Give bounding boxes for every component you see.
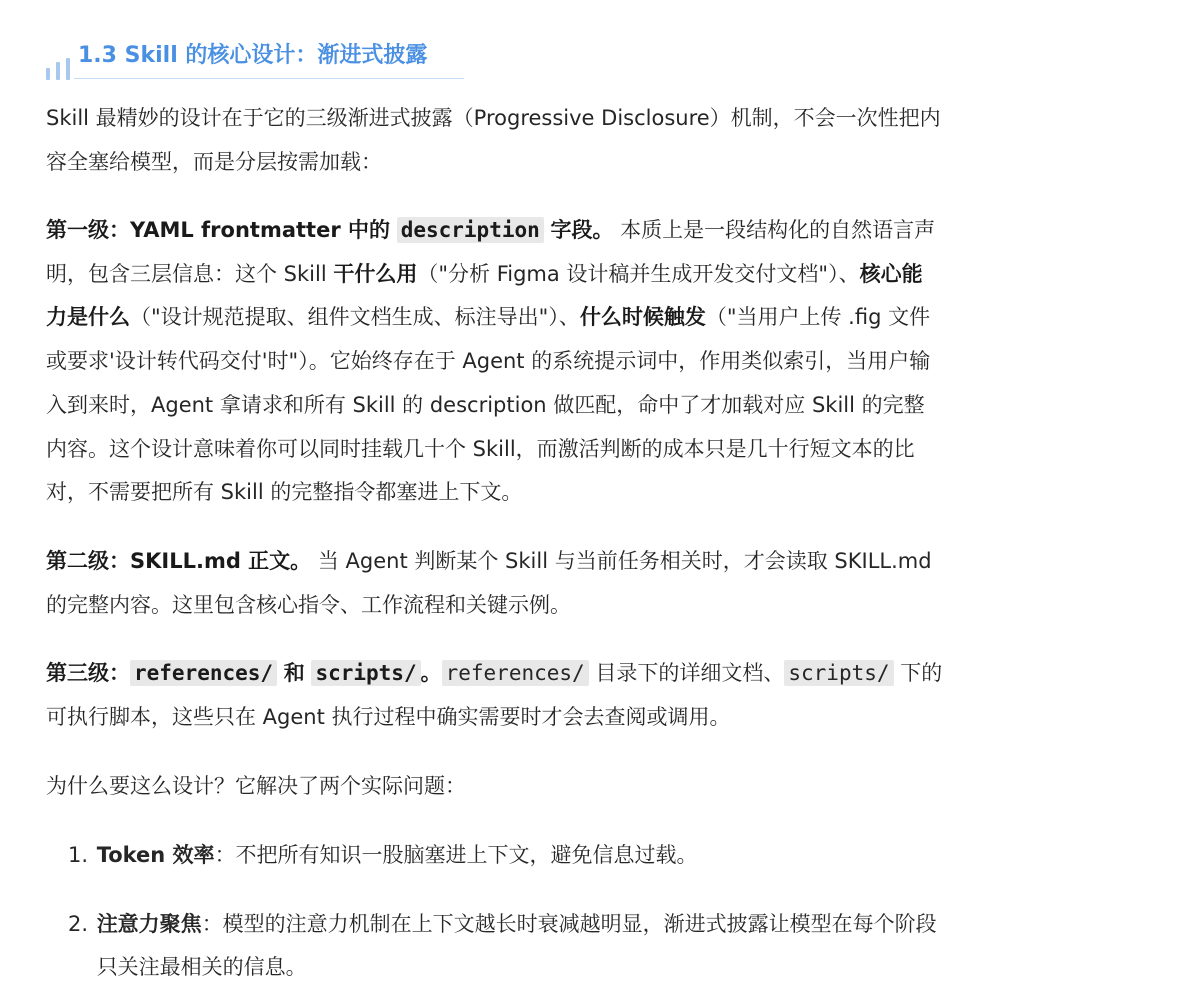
level1-text-2a: 明，包含三层信息：这个 Skill [46, 261, 327, 286]
level1-text-7: 对，不需要把所有 Skill 的完整指令都塞进上下文。 [46, 480, 523, 505]
level1-text-3d: （"当用户上传 .fig 文件 [705, 305, 931, 330]
list-item-text-cont: 只关注最相关的信息。 [96, 955, 307, 980]
references-code-bold: references/ [130, 660, 277, 686]
scripts-code: scripts/ [784, 660, 893, 686]
level1-text-5: 入到来时，Agent 拿请求和所有 Skill 的 description 做匹配，命中了才加载对应 Skill 的完整 [46, 392, 925, 417]
intro-paragraph [46, 97, 1106, 184]
level3-text-2: 下的 [900, 661, 943, 685]
level3-text-3: 可执行脚本，这些只在 Agent 执行过程中确实需要时才会去查阅或调用。 [46, 704, 731, 729]
level1-bold-trigger: 什么时候触发 [579, 305, 706, 330]
list-item-text: ：不把所有知识一股脑塞进上下文，避免信息过载。 [214, 843, 698, 867]
level3-lead: 第三级： [46, 661, 130, 685]
level1-text-6: 内容。这个设计意味着你可以同时挂载几十个 Skill，而激活判断的成本只是几十行短文本的比 [46, 436, 915, 461]
level3-text-1: 目录下的详细文档、 [595, 661, 785, 685]
intro-line-2: 容全塞给模型，而是分层按需加载： [46, 149, 382, 174]
why-paragraph [46, 765, 1106, 809]
level3-period: 。 [420, 661, 442, 685]
intro-line-1: Skill 最精妙的设计在于它的三级渐进式披露（Progressive Disclosure）机制，不会一次性把内 [46, 106, 941, 130]
list-item [46, 834, 1106, 878]
why-text: 为什么要这么设计？它解决了两个实际问题： [46, 774, 466, 798]
level2-paragraph [46, 540, 1106, 627]
level1-bold-capability-a: 核心能 [859, 261, 923, 286]
level1-text-3b: （"设计规范提取、组件文档生成、标注导出"）、 [130, 305, 580, 330]
section-heading-block [46, 36, 464, 80]
heading-decoration [46, 58, 76, 80]
level1-bold-capability-b: 力是什么 [46, 305, 130, 330]
level1-bold-what: 干什么用 [333, 261, 418, 286]
section-heading: 1.3 Skill 的核心设计：渐进式披露 [78, 43, 428, 68]
list-item-text: ：模型的注意力机制在上下文越长时衰减越明显，渐进式披露让模型在每个阶段 [201, 911, 937, 936]
level3-and: 和 [283, 661, 305, 685]
description-code: description [397, 217, 544, 243]
list-item [46, 903, 1106, 990]
level1-lead-end: 字段。 [550, 218, 614, 242]
level1-text-2c: （"分析 Figma 设计稿并生成开发交付文档"）、 [417, 261, 860, 286]
level2-text-2: 的完整内容。这里包含核心指令、工作流程和关键示例。 [46, 592, 571, 617]
references-code: references/ [442, 660, 589, 686]
scripts-code-bold: scripts/ [311, 660, 420, 686]
level1-text-1: 本质上是一段结构化的自然语言声 [620, 218, 936, 242]
level2-text-1: 当 Agent 判断某个 Skill 与当前任务相关时，才会读取 SKILL.md [317, 549, 932, 573]
heading-underline [74, 78, 464, 79]
list-item-number: 2. [67, 911, 88, 936]
list-item-number: 1. [67, 843, 88, 867]
level1-lead: 第一级：YAML frontmatter 中的 [46, 218, 390, 242]
level3-paragraph [46, 652, 1106, 739]
level2-lead: 第二级：SKILL.md 正文。 [46, 549, 312, 573]
level1-text-4: 或要求'设计转代码交付'时"）。它始终存在于 Agent 的系统提示词中，作用类似索引，当用户输 [46, 349, 931, 374]
reasons-list [46, 834, 1106, 990]
list-item-bold: Token 效率 [96, 843, 215, 867]
level1-paragraph [46, 209, 1106, 515]
list-item-bold: 注意力聚焦 [96, 911, 202, 936]
